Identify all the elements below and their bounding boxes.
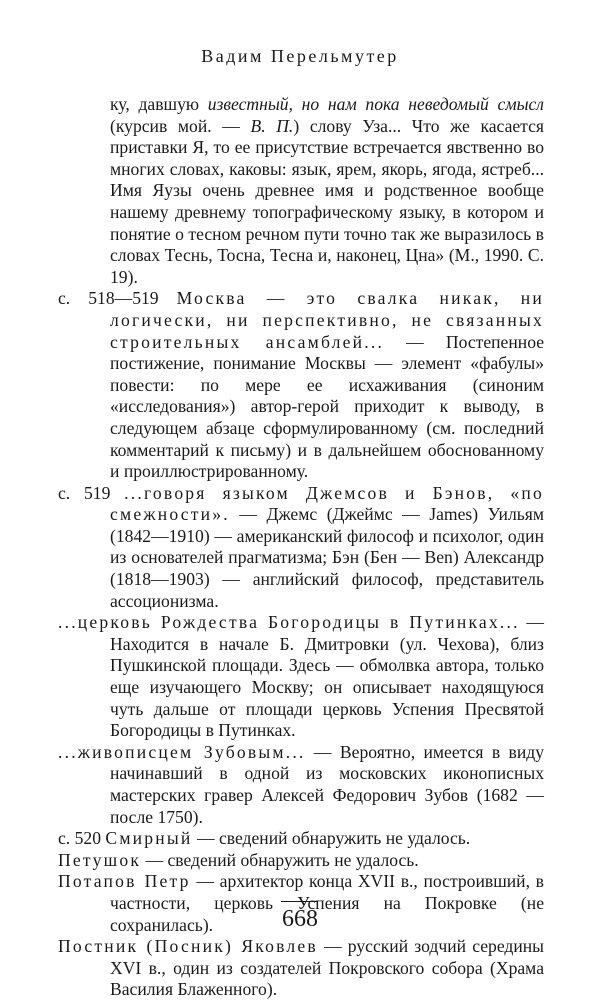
commentary-lemma: Потапов Петр — [58, 871, 191, 892]
commentary-lemma: Москва — это свалка никак, ни логически, ни перспективно, не связанных строительных ансамблей... — [110, 288, 544, 352]
page-number: 668 — [282, 906, 318, 932]
commentary-body: — Постепенное постижение, понимание Москвы — элемент «фабулы» повести: по мере ее исхаживания (синоним «исследования») автор-герой приходит к выводу, в следующем абзаце сформулированному (см. последний комментарий к письму) и в дальнейшем обоснованному и проиллюстрированному. — [110, 331, 545, 482]
commentary-paragraph-2 — [58, 288, 544, 482]
commentary-lemma: Смирный — [105, 828, 193, 849]
commentary-body: — Вероятно, имеется в виду начинавший в одной из московских иконописных мастерских гравер Алексей Федорович Зубов (1682 — после 1750). — [110, 741, 545, 827]
running-head: Вадим Перельмутер — [201, 46, 399, 66]
commentary-body: ) слову Уза... Что же касается приставки Я, то ее присутствие встречается явственно во многих словах, каковы: язык, ярем, якорь, ягода, ястреб... Имя Яузы очень древнее имя и родственное вообще нашему древнему топографическому языку, в котором и понятие о тесном речном пути точно так же выразилось в словах Теснь, Тосна, Тесна и, наконец, Цна» (М., 1990. С. 19). — [110, 115, 544, 287]
commentary-lemma: ...говоря языком Джемсов и Бэнов, «по смежности». — [110, 482, 544, 525]
commentary-lemma: ...живописцем Зубовым... — [58, 741, 306, 762]
italic-text: В. П. — [250, 115, 294, 136]
commentary-paragraph-1 — [58, 94, 544, 288]
commentary-body: с. 519 — [58, 482, 125, 503]
commentary-body: — Находится в начале Б. Дмитровки (ул. Чехова), близ Пушкинской площади. Здесь — обмолвка автора, только еще изучающего Москву; он описывает находящуюся чуть дальше от площади церковь Успения Пресвятой Богородицы в Путинках. — [110, 612, 545, 741]
commentary-paragraph-5 — [58, 742, 544, 828]
commentary-body: ку, давшую — [110, 94, 208, 114]
commentary-body: с. 518—519 — [58, 288, 177, 309]
italic-text: известный, но нам пока неведомый смысл — [207, 94, 544, 114]
commentary-paragraph-4 — [58, 612, 544, 742]
commentary-lemma: Петушок — [58, 849, 142, 870]
commentary-body: — русский зодчий середины XVI в., один из создателей Покровского собора (Храма Василия Блаженного). — [110, 936, 544, 1000]
commentary-body: (курсив мой. — — [110, 115, 251, 136]
commentary-paragraph-6 — [58, 828, 544, 850]
commentary-body: — Джемс (Джеймс — James) Уильям (1842—1910) — американский философ и психолог, один из основателей прагматизма; Бэн (Бен — Ben) Александр (1818—1903) — английский философ, представитель ассоционизма. — [110, 504, 544, 611]
commentary-lemma: ...церковь Рождества Богородицы в Путинках... — [58, 612, 520, 633]
commentary-paragraph-9 — [58, 936, 544, 1001]
commentary-body: — сведений обнаружить не удалось. — [141, 849, 419, 870]
commentary-body: — сведений обнаружить не удалось. — [192, 828, 471, 849]
page-number-rule — [281, 901, 317, 902]
commentary-body: с. 520 — [58, 828, 106, 849]
commentary-paragraph-7 — [58, 850, 544, 872]
commentary-paragraph-3 — [58, 483, 544, 613]
commentary-lemma: Постник (Посник) Яковлев — [58, 936, 318, 957]
commentary-body: — архитектор конца XVII в., построивший, в частности, церковь Успения на Покровке (не сохранилась). — [110, 871, 544, 935]
commentary-text — [58, 94, 544, 1001]
